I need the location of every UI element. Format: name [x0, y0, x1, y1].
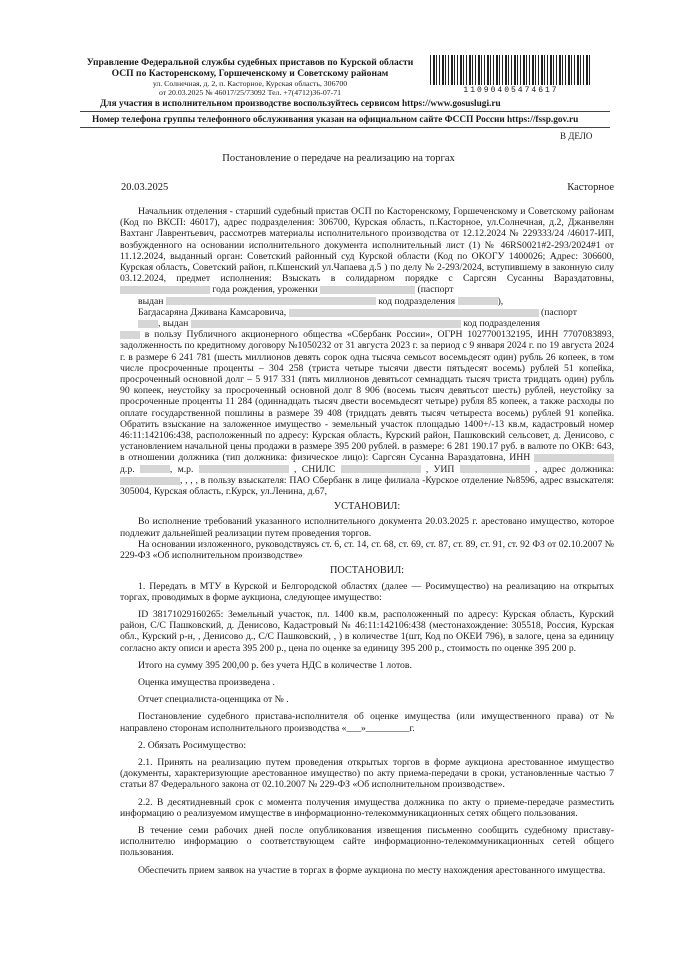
item-2-1: 2.1. Принять на реализацию путем проведения открытых торгов в форме аукциона арестованное имущество (документы, характеризующие арестованное имущество) по акту приема-передачи в сроки, установленные частью 7 статьи 87 Федерального закона от 02.10.2007 № 229-ФЗ «Об исполнительном производстве».: [120, 756, 614, 791]
document-date: 20.03.2025: [121, 182, 169, 193]
document-reference: от 20.03.2025 № 46017/25/73092 Тел. +7(4712)36-07-71: [158, 88, 342, 97]
divider: [80, 127, 610, 128]
item-2-2: 2.2. В десятидневный срок с момента получения имущества должника по акту о приеме-передаче разместить информацию о реализуемом имуществе в информационно-телекоммуникационных сетях общего пользования.: [120, 796, 614, 819]
barcode: [430, 55, 590, 85]
appraiser-report-line: Отчет специалиста-оценщика от № .: [138, 694, 289, 706]
phone-info-line: Номер телефона группы телефонного обслуживания указан на официальном сайте ФССП России https://fssp.gov.ru: [92, 115, 579, 125]
agency-name: Управление Федеральной службы судебных приставов по Курской области: [86, 57, 414, 68]
intro-paragraph: Начальник отделения - старший судебный пристав ОСП по Касторенскому, Горшеченскому и Советскому районам (Код по ВКСП: 46017), адрес подразделения: 306700, Курская область, п.Касторное, ул.Солнечная, д.2, Джанвелян Вахтанг Лаврентьевич, рассмотрев материалы исполнительного производства от 12.12.2024 № 229333/24 /46017-ИП, возбужденного на основании исполнительного документа исполнительный лист (1) № 46RS0021#2-293/2024#1 от 11.12.2024, выданный орган: Советский районный суд Курской области (Код по ОКОГУ 1400026; Адрес: 306600, Курская область, Советский район, п.Кшенский ул.Чапаева д.5 ) по делу № 2-293/2024, вступившему в законную силу 03.12.2024, предмет исполнения: Взыскать в солидарном порядке с Саргсян Сусанны Вараздатовны, года рождения, уроженки (паспорт выдан код подразделения ), Багдасаряна Дживана Камсаровича, (паспорт , выдан код подразделения в пользу Публичного акционерного общества «Сбербанк России», ОГРН 1027700132195, ИНН 7707083893, задолженность по кредитному договору №1050232 от 31 августа 2023 г. за период с 9 января 2024 г. по 19 августа 2024 г. в размере 6 241 781 (шесть миллионов девять сорок одна тысяча семьсот восемьдесят один) рубль 26 копеек, в том числе просроченные проценты – 304 258 (триста четыре тысячи двести пятьдесят восемь) рублей 51 копейка, просроченный основной долг – 5 917 331 (пять миллионов девятьсот семнадцать тысяч триста тридцать один) рубль 90 копеек, неустойку за просроченный основной долг 8 906 (восемь тысяч девятьсот шесть) рублей, неустойку за просроченные проценты 11 284 (одиннадцать тысяч двести восемьдесят четыре) рубля 85 копеек, а также расходы по оплате государственной пошлины в размере 39 408 (тридцать девять тысяч четыреста восемь) рублей 91 копейка. Обратить взыскание на заложенное имущество - земельный участок площадью 1400+/-13 кв.м, кадастровый номер 46:11:142106:438, расположенный по адресу: Курская область, Курский район, Пашковский сельсовет, д. Денисово, с установлением начальной цены продажи в размере 395 200 рублей. в размере: 6 281 190.17 руб. в валюте по ОКВ: 643, в отношении должника (тип должника: физическое лицо): Саргсян Сусанна Вараздатовна, ИНН д.р. , м.р. , СНИЛС , УИП , адрес должника: , , , , в пользу взыскателя: ПАО Сбербанк в лице филиала -Курское отделение №8596, адрес взыскателя: 305004, Курская область, г.Курск, ул.Ленина, д.67,: [120, 206, 615, 498]
item-2: 2. Обязать Росимущество:: [138, 739, 247, 751]
postanovil-heading: ПОСТАНОВИЛ:: [329, 565, 405, 577]
total-line: Итого на сумму 395 200,00 р. без учета НДС в количестве 1 лотов.: [138, 659, 412, 671]
property-description: ID 38171029160265: Земельный участок, пл. 1400 кв.м, расположенный по адресу: Курская область, Курский район, С/С Пашковский, д. Денисово, Кадастровый № 46:11:142106:438 (местонахождение: 305518, Россия, Курская обл., Курский р-н, , Денисово д., С/С Пашковский, , ) в количестве 1(шт, Код по ОКЕИ 796), в залоге, цена за единицу согласно акту описи и ареста 395 200 р., цена по оценке за единицу 395 200 р., стоимость по оценке 395 200 р.: [120, 608, 614, 654]
item-1: 1. Передать в МТУ в Курской и Белгородской областях (далее — Росимущество) на реализацию на открытых торгах, проводимых в форме аукциона, следующее имущество:: [120, 580, 614, 603]
document-place: Касторное: [567, 182, 614, 193]
ustanovil-heading: УСТАНОВИЛ:: [333, 501, 401, 513]
accept-applications-line: Обеспечить прием заявок на участие в торгах в форме аукциона по месту нахождения арестованного имущества.: [138, 864, 606, 876]
gosuslugi-service-line: Для участия в исполнительном производстве воспользуйтесь сервисом https://www.gosuslugi.ru: [100, 99, 501, 109]
ustanovil-text: Во исполнение требований указанного исполнительного документа 20.03.2025 г. арестовано имущество, которое подлежит дальнейшей реализации путем проведения торгов.: [120, 516, 614, 539]
department-address: ул. Солнечная, д. 2, п. Касторное, Курская область, 306700: [152, 79, 348, 88]
document-title: Постановление о передаче на реализацию на торгах: [222, 153, 455, 164]
v-delo-mark: В ДЕЛО: [560, 131, 593, 141]
letterhead: [80, 57, 420, 97]
seven-days-line: В течение семи рабочих дней после опубликования извещения письменно сообщить судебному приставу-исполнителю информацию о соответствующем сайте информационно-телекоммуникационных сетей общего пользования.: [120, 824, 614, 859]
document-body: [120, 206, 614, 876]
divider: [80, 111, 610, 112]
notice-line: Постановление судебного пристава-исполнителя об оценке имущества (или имущественного права) от № направлено сторонам исполнительного производства «___»_________г.: [120, 711, 614, 734]
legal-basis: На основании изложенного, руководствуясь ст. 6, ст. 14, ст. 68, ст. 69, ст. 87, ст. 89, ст. 91, ст. 92 ФЗ от 02.10.2007 № 229-ФЗ «Об исполнительном производстве»: [120, 538, 614, 562]
department-name: ОСП по Касторенскому, Горшеченскому и Советскому районам: [111, 68, 389, 79]
valuation-line: Оценка имущества произведена .: [138, 676, 275, 688]
barcode-number: 11090405474617: [463, 86, 559, 95]
